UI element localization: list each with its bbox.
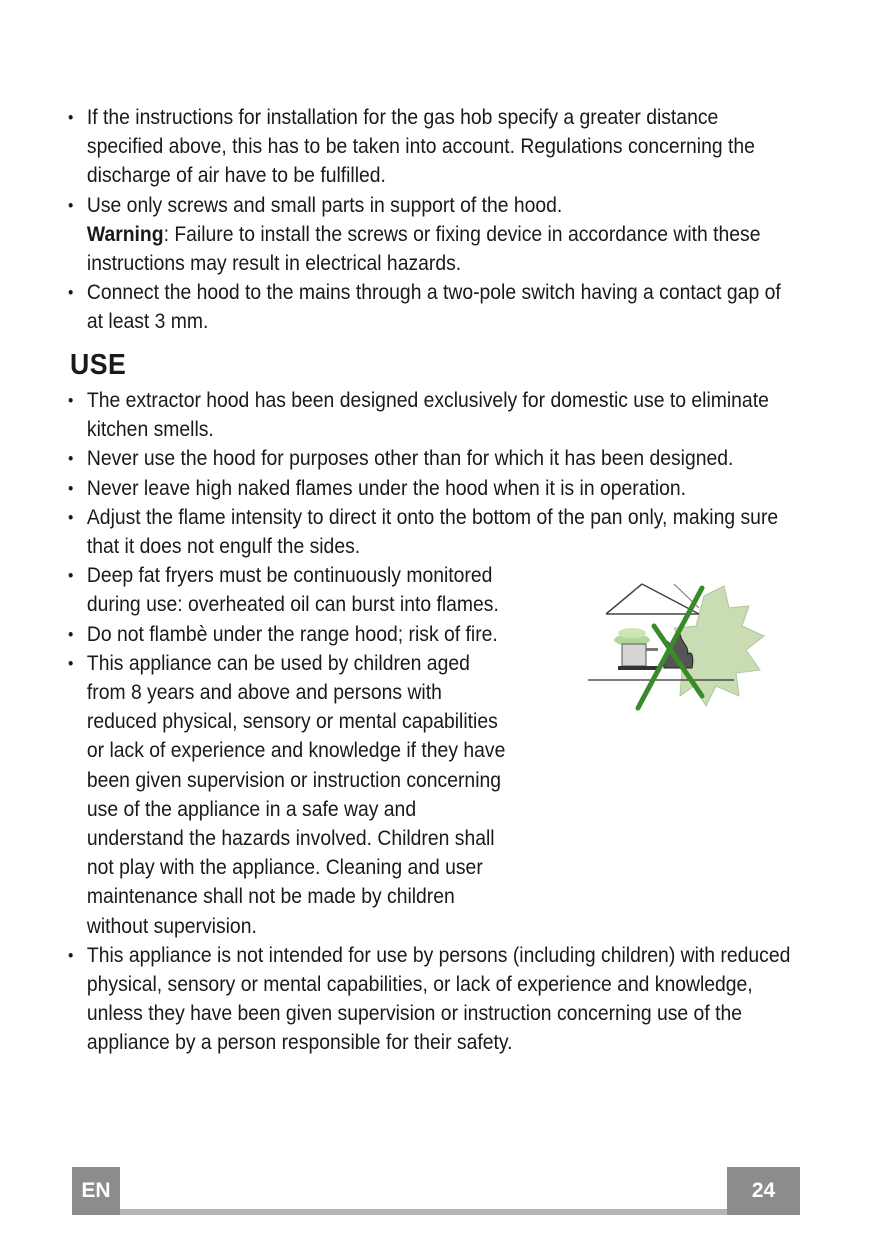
list-item: • Use only screws and small parts in support of the hood. Warning: Failure to install the screws or fixing device in accordance with these instructions may result in electrical hazards. bbox=[68, 191, 798, 279]
warning-text: : Failure to install the screws or fixing device in accordance with these instructions may result in electrical hazards. bbox=[86, 221, 761, 276]
page-number: 24 bbox=[727, 1167, 800, 1215]
list-item: • This appliance is not intended for use by persons (including children) with reduced physical, sensory or mental capabilities, or lack of experience and knowledge, unless they have been given supervision or instruction concerning use of the appliance by a person responsible for their safety. bbox=[68, 941, 798, 1058]
no-flambe-warning-illustration bbox=[584, 578, 774, 718]
use-section bbox=[68, 386, 791, 1058]
list-item: • Never leave high naked flames under the hood when it is in operation. bbox=[68, 474, 798, 503]
footer-divider bbox=[120, 1209, 727, 1215]
language-tab: EN bbox=[72, 1167, 120, 1215]
list-item: • Do not flambè under the range hood; risk of fire. bbox=[68, 620, 798, 649]
list-item: • Never use the hood for purposes other than for which it has been designed. bbox=[68, 444, 798, 473]
list-item: • The extractor hood has been designed exclusively for domestic use to eliminate kitchen smells. bbox=[68, 386, 798, 444]
list-item: • Deep fat fryers must be continuously monitored during use: overheated oil can burst into flames. bbox=[68, 561, 519, 619]
list-item: • Connect the hood to the mains through a two-pole switch having a contact gap of at least 3 mm. bbox=[68, 278, 798, 336]
section-heading: USE bbox=[70, 349, 127, 381]
warning-label: Warning bbox=[86, 221, 164, 246]
installation-notes bbox=[68, 103, 788, 337]
list-item: • If the instructions for installation for the gas hob specify a greater distance specified above, this has to be taken into account. Regulations concerning the discharge of air have to be fulfilled. bbox=[68, 103, 798, 191]
list-item: • Adjust the flame intensity to direct it onto the bottom of the pan only, making sure that it does not engulf the sides. bbox=[68, 503, 798, 561]
warning-note bbox=[87, 220, 798, 278]
list-item: • This appliance can be used by children aged from 8 years and above and persons with reduced physical, sensory or mental capabilities or lack of experience and knowledge if they have been given supervision or instruction concerning use of the appliance in a safe way and understand the hazards involved. Children shall not play with the appliance. Cleaning and user maintenance shall not be made by children without supervision. bbox=[68, 649, 798, 941]
